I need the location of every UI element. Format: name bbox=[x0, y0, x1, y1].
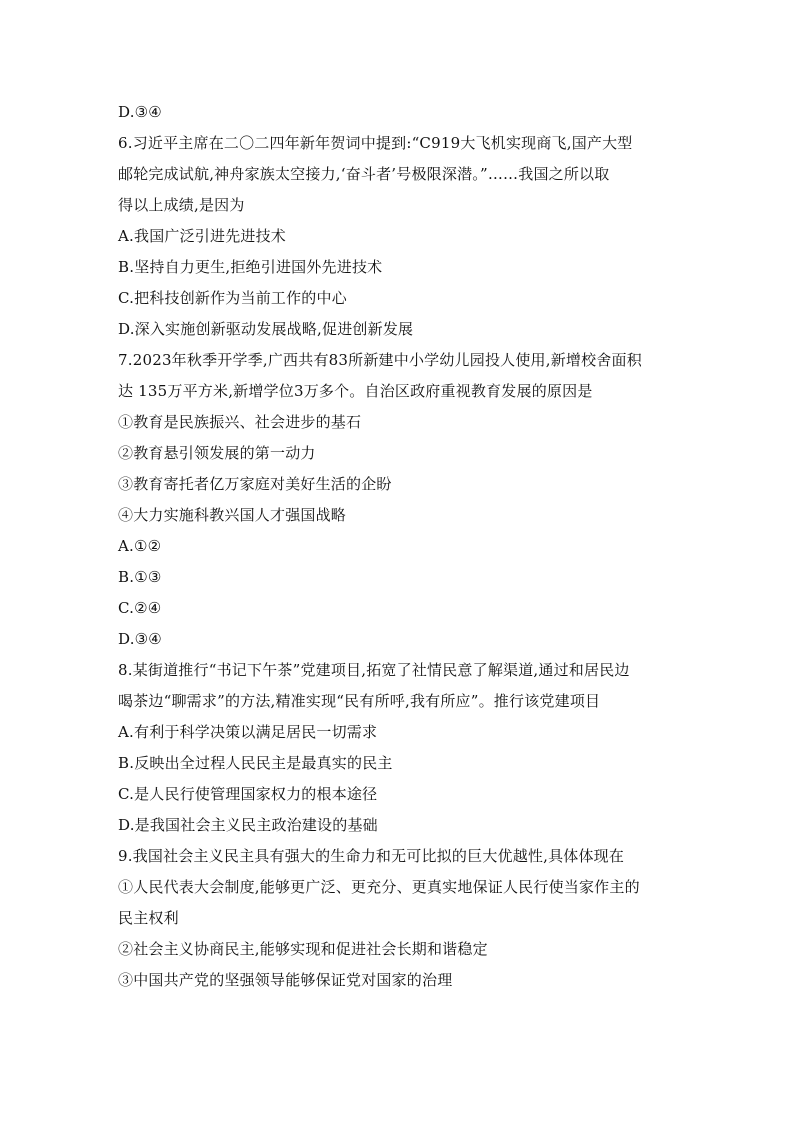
q7-option-a: A.①② bbox=[118, 537, 162, 555]
q7-stem-line-1: 7.2023年秋季开学季,广西共有83所新建中小学幼儿园投人使用,新增校舍面积 bbox=[118, 351, 642, 369]
q8-option-b: B.反映出全过程人民民主是最真实的民主 bbox=[118, 754, 393, 772]
q6-option-b: B.坚持自力更生,拒绝引进国外先进技术 bbox=[118, 258, 383, 276]
q8-stem-line-2: 喝茶边“聊需求”的方法,精准实现“民有所呼,我有所应”。推行该党建项目 bbox=[118, 692, 601, 710]
q5-option-d: D.③④ bbox=[118, 103, 162, 121]
q7-statement-3: ③教育寄托者亿万家庭对美好生活的企盼 bbox=[118, 475, 392, 493]
q8-option-c: C.是人民行使管理国家权力的根本途径 bbox=[118, 785, 378, 803]
q8-stem-line-1: 8.某街道推行“书记下午茶”党建项目,拓宽了社情民意了解渠道,通过和居民边 bbox=[118, 661, 630, 679]
q6-option-c: C.把科技创新作为当前工作的中心 bbox=[118, 289, 347, 307]
q7-statement-1: ①教育是民族振兴、社会进步的基石 bbox=[118, 413, 362, 431]
q6-stem-line-3: 得以上成绩,是因为 bbox=[118, 196, 245, 214]
q7-statement-4: ④大力实施科教兴国人才强国战略 bbox=[118, 506, 347, 524]
q9-statement-2: ②社会主义协商民主,能够实现和促进社会长期和谐稳定 bbox=[118, 940, 488, 958]
q7-option-b: B.①③ bbox=[118, 568, 162, 586]
q7-option-d: D.③④ bbox=[118, 630, 162, 648]
q9-statement-1-line-2: 民主权利 bbox=[118, 909, 179, 927]
q9-statement-3: ③中国共产党的坚强领导能够保证党对国家的治理 bbox=[118, 971, 453, 989]
q9-statement-1-line-1: ①人民代表大会制度,能够更广泛、更充分、更真实地保证人民行使当家作主的 bbox=[118, 878, 640, 896]
q7-option-c: C.②④ bbox=[118, 599, 162, 617]
q7-stem-line-2: 达 135万平方米,新增学位3万多个。自治区政府重视教育发展的原因是 bbox=[118, 382, 593, 400]
q7-statement-2: ②教育悬引领发展的第一动力 bbox=[118, 444, 316, 462]
q6-option-d: D.深入实施创新驱动发展战略,促进创新发展 bbox=[118, 320, 414, 338]
q6-stem-line-2: 邮轮完成试航,神舟家族太空接力,‘奋斗者’号极限深潜。”……我国之所以取 bbox=[118, 165, 610, 183]
q8-option-d: D.是我国社会主义民主政治建设的基础 bbox=[118, 816, 378, 834]
q9-stem-line-1: 9.我国社会主义民主具有强大的生命力和无可比拟的巨大优越性,具体体现在 bbox=[118, 847, 625, 865]
q6-option-a: A.我国广泛引进先进技术 bbox=[118, 227, 287, 245]
q6-stem-line-1: 6.习近平主席在二〇二四年新年贺词中提到:“C919大飞机实现商飞,国产大型 bbox=[118, 134, 633, 152]
q8-option-a: A.有利于科学决策以满足居民一切需求 bbox=[118, 723, 378, 741]
